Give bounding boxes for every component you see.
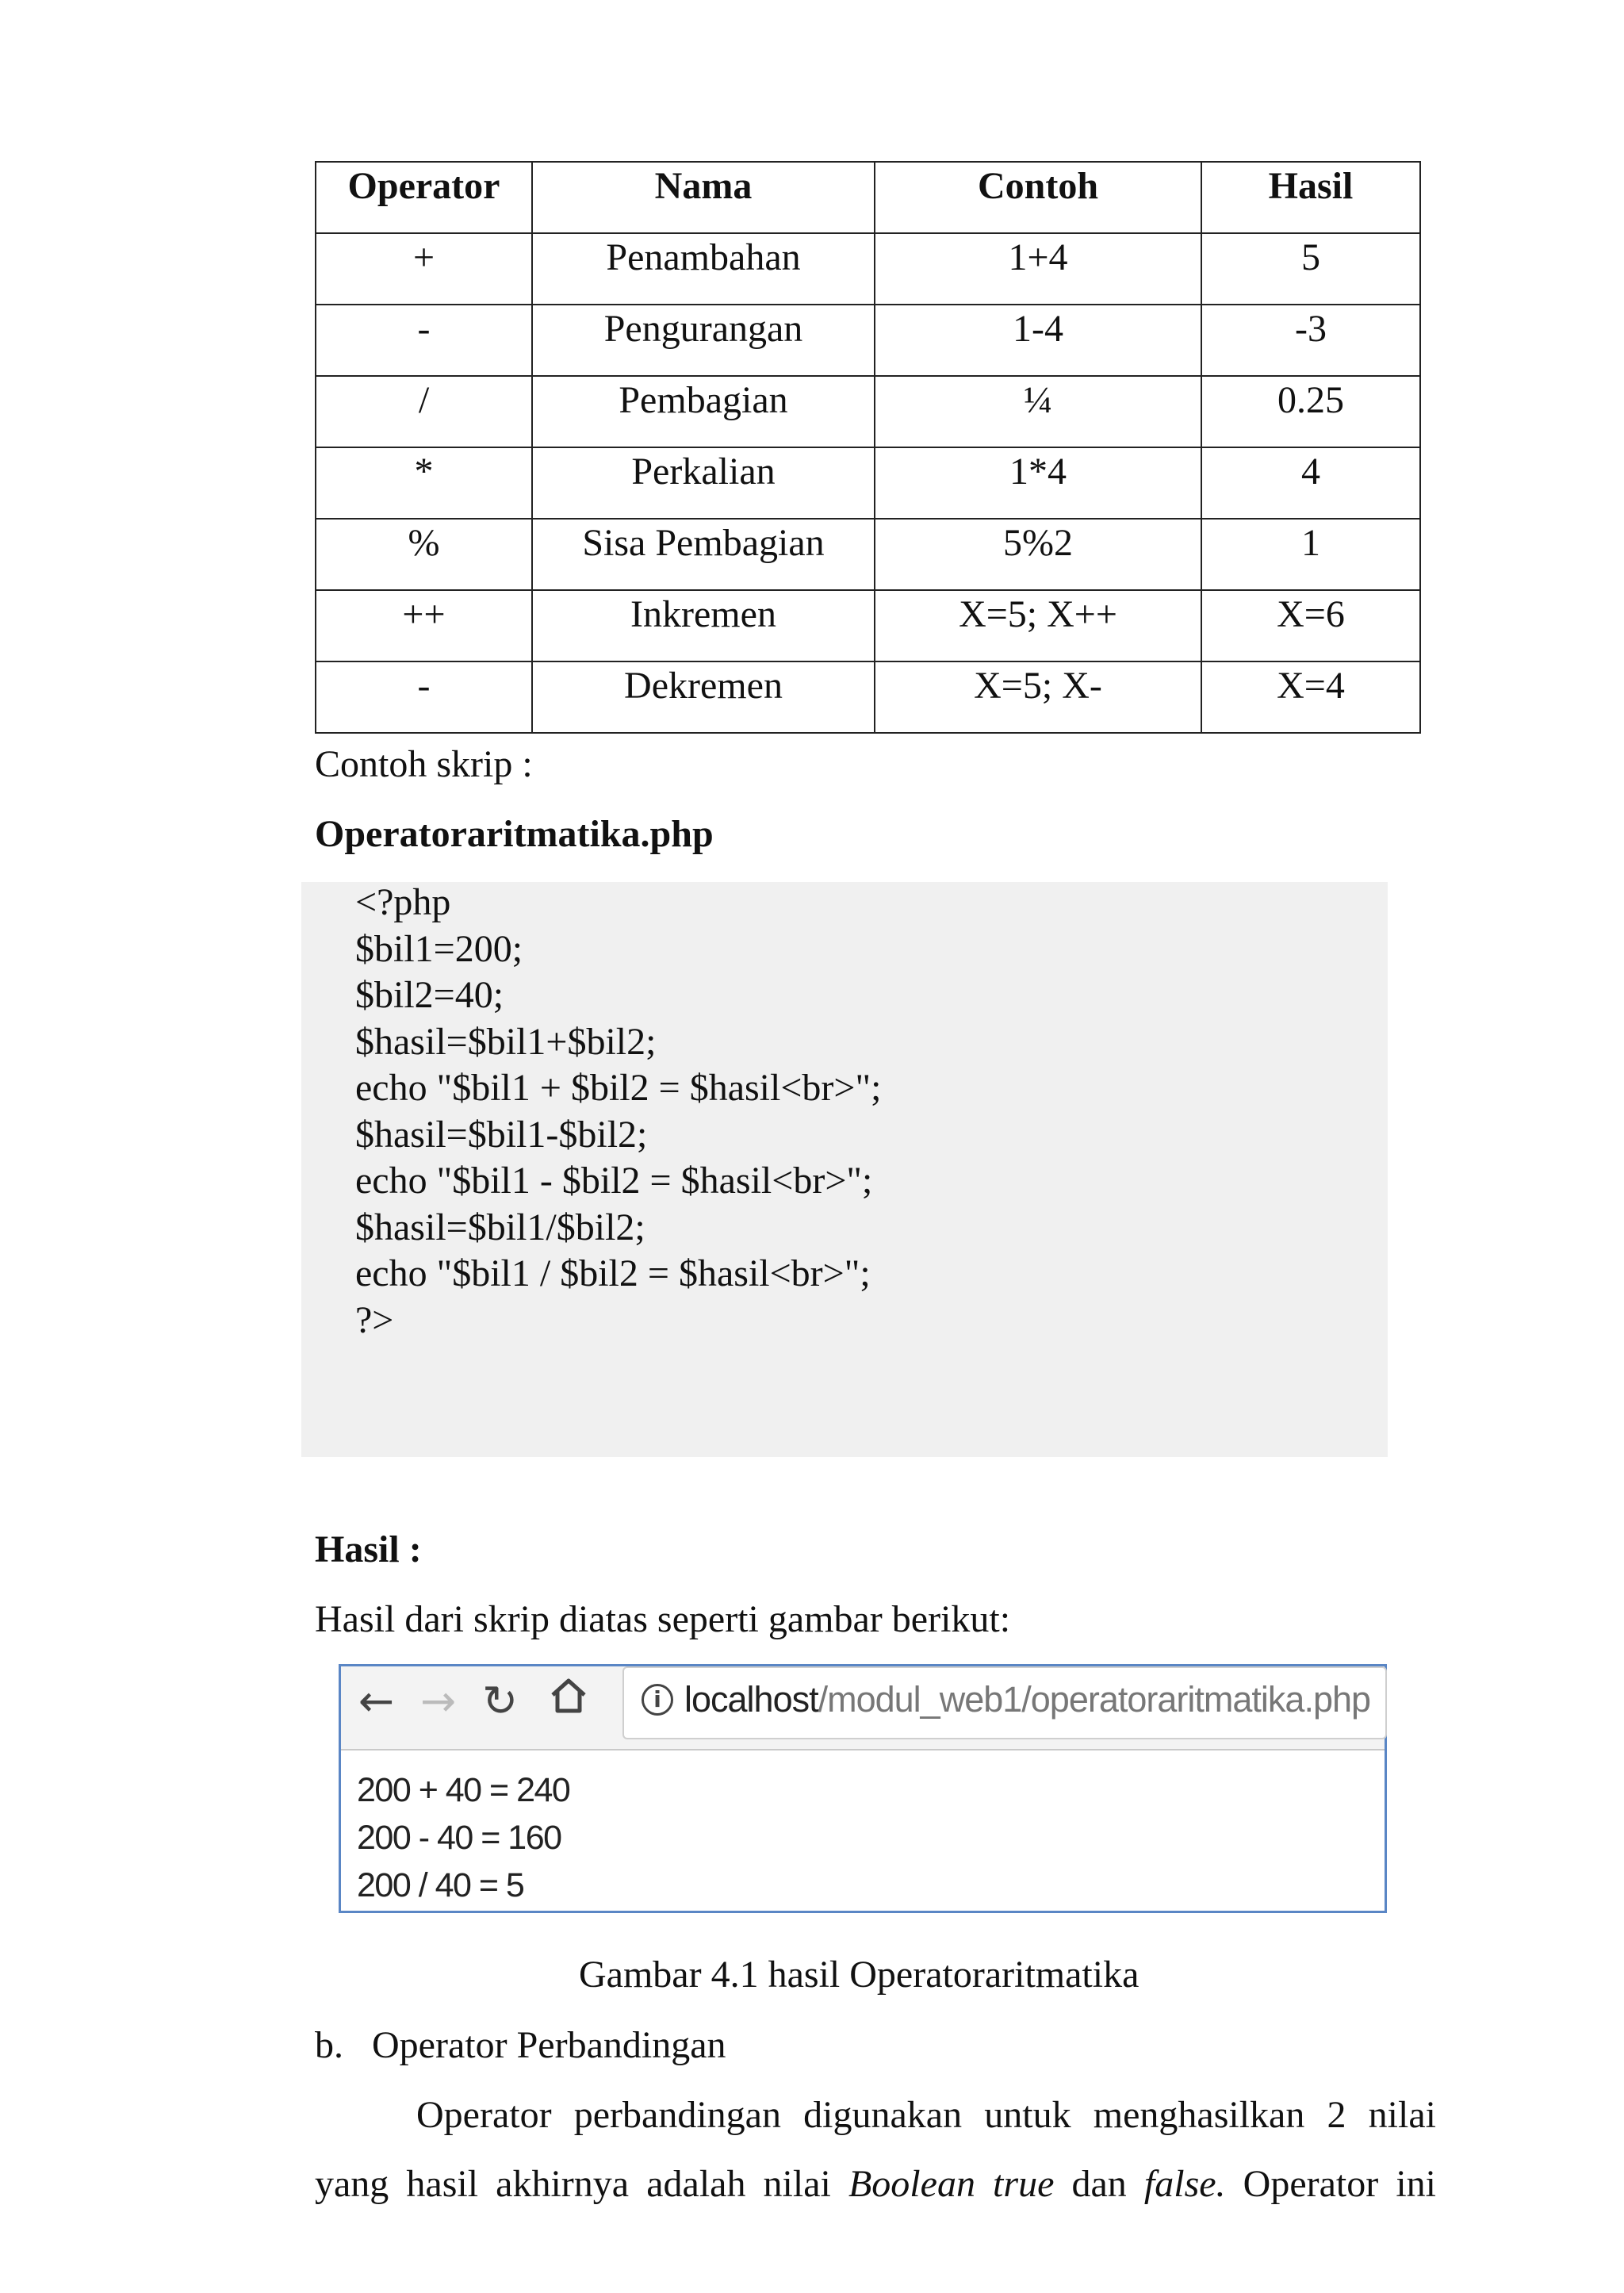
table-row <box>316 233 1420 305</box>
paragraph-italic: false. <box>1143 2163 1226 2205</box>
result-text: Hasil dari skrip diatas seperti gambar berikut: <box>315 1598 1011 1640</box>
cell-contoh: 5%2 <box>875 519 1201 590</box>
cell-hasil: -3 <box>1201 305 1420 376</box>
cell-nama: Pengurangan <box>532 305 875 376</box>
cell-nama: Pembagian <box>532 376 875 447</box>
cell-operator: ++ <box>316 590 532 661</box>
cell-hasil: 0.25 <box>1201 376 1420 447</box>
cell-hasil: 4 <box>1201 447 1420 519</box>
cell-contoh: X=5; X- <box>875 661 1201 733</box>
paragraph-text: yang hasil akhirnya adalah nilai <box>315 2163 848 2205</box>
info-icon[interactable]: i <box>642 1684 673 1716</box>
browser-toolbar <box>341 1666 1385 1750</box>
cell-nama: Inkremen <box>532 590 875 661</box>
cell-contoh: 1*4 <box>875 447 1201 519</box>
output-line: 200 - 40 = 160 <box>357 1819 561 1857</box>
cell-contoh: ¼ <box>875 376 1201 447</box>
result-heading: Hasil : <box>315 1528 422 1570</box>
header-operator: Operator <box>316 162 532 233</box>
code-block <box>301 882 1388 1457</box>
section-heading: b. Operator Perbandingan <box>315 2024 726 2066</box>
cell-nama: Dekremen <box>532 661 875 733</box>
code-line: $bil2=40; <box>355 974 504 1016</box>
cell-nama: Sisa Pembagian <box>532 519 875 590</box>
code-line: ?> <box>355 1298 394 1341</box>
table-row <box>316 519 1420 590</box>
cell-contoh: 1+4 <box>875 233 1201 305</box>
output-line: 200 / 40 = 5 <box>357 1866 524 1904</box>
code-line: $bil1=200; <box>355 927 523 970</box>
browser-output <box>357 1766 569 1909</box>
cell-hasil: 1 <box>1201 519 1420 590</box>
home-icon[interactable] <box>549 1676 588 1725</box>
header-hasil: Hasil <box>1201 162 1420 233</box>
table-row <box>316 590 1420 661</box>
paragraph-text: Operator ini <box>1225 2163 1437 2205</box>
script-intro: Contoh skrip : <box>315 743 533 785</box>
cell-operator: % <box>316 519 532 590</box>
script-filename: Operatoraritmatika.php <box>315 813 714 855</box>
paragraph-line-1: Operator perbandingan digunakan untuk menghasilkan 2 nilai <box>416 2094 1436 2136</box>
code-line: echo "$bil1 + $bil2 = $hasil<br>"; <box>355 1067 882 1109</box>
cell-nama: Penambahan <box>532 233 875 305</box>
url-host: localhost <box>684 1679 818 1720</box>
table-header-row <box>316 162 1420 233</box>
paragraph-italic: Boolean true <box>848 2163 1055 2205</box>
output-line: 200 + 40 = 240 <box>357 1771 570 1809</box>
header-nama: Nama <box>532 162 875 233</box>
table-row <box>316 376 1420 447</box>
operator-table <box>315 161 1421 734</box>
cell-operator: - <box>316 305 532 376</box>
code-line: $hasil=$bil1+$bil2; <box>355 1020 657 1063</box>
table-row <box>316 305 1420 376</box>
cell-operator: / <box>316 376 532 447</box>
reload-icon[interactable]: ↻ <box>482 1676 519 1726</box>
cell-operator: - <box>316 661 532 733</box>
cell-hasil: X=4 <box>1201 661 1420 733</box>
cell-nama: Perkalian <box>532 447 875 519</box>
cell-hasil: 5 <box>1201 233 1420 305</box>
cell-operator: + <box>316 233 532 305</box>
header-contoh: Contoh <box>875 162 1201 233</box>
url-text <box>684 1678 1370 1722</box>
paragraph-line-2 <box>315 2161 1436 2208</box>
arrow-left-icon[interactable]: ← <box>358 1676 395 1726</box>
address-bar[interactable] <box>622 1666 1387 1739</box>
code-line: $hasil=$bil1-$bil2; <box>355 1113 648 1156</box>
code-line: $hasil=$bil1/$bil2; <box>355 1206 645 1248</box>
table-row <box>316 661 1420 733</box>
cell-hasil: X=6 <box>1201 590 1420 661</box>
code-line: echo "$bil1 - $bil2 = $hasil<br>"; <box>355 1160 873 1202</box>
code-line: <?php <box>355 881 451 923</box>
browser-screenshot <box>339 1664 1387 1913</box>
cell-contoh: X=5; X++ <box>875 590 1201 661</box>
paragraph-text: dan <box>1054 2163 1144 2205</box>
url-path: /modul_web1/operatoraritmatika.php <box>818 1679 1371 1720</box>
table-row <box>316 447 1420 519</box>
figure-caption: Gambar 4.1 hasil Operatoraritmatika <box>579 1954 1139 1996</box>
code-line: echo "$bil1 / $bil2 = $hasil<br>"; <box>355 1252 871 1294</box>
cell-contoh: 1-4 <box>875 305 1201 376</box>
cell-operator: * <box>316 447 532 519</box>
code-lines <box>355 880 881 1344</box>
arrow-right-icon[interactable]: → <box>420 1676 457 1726</box>
